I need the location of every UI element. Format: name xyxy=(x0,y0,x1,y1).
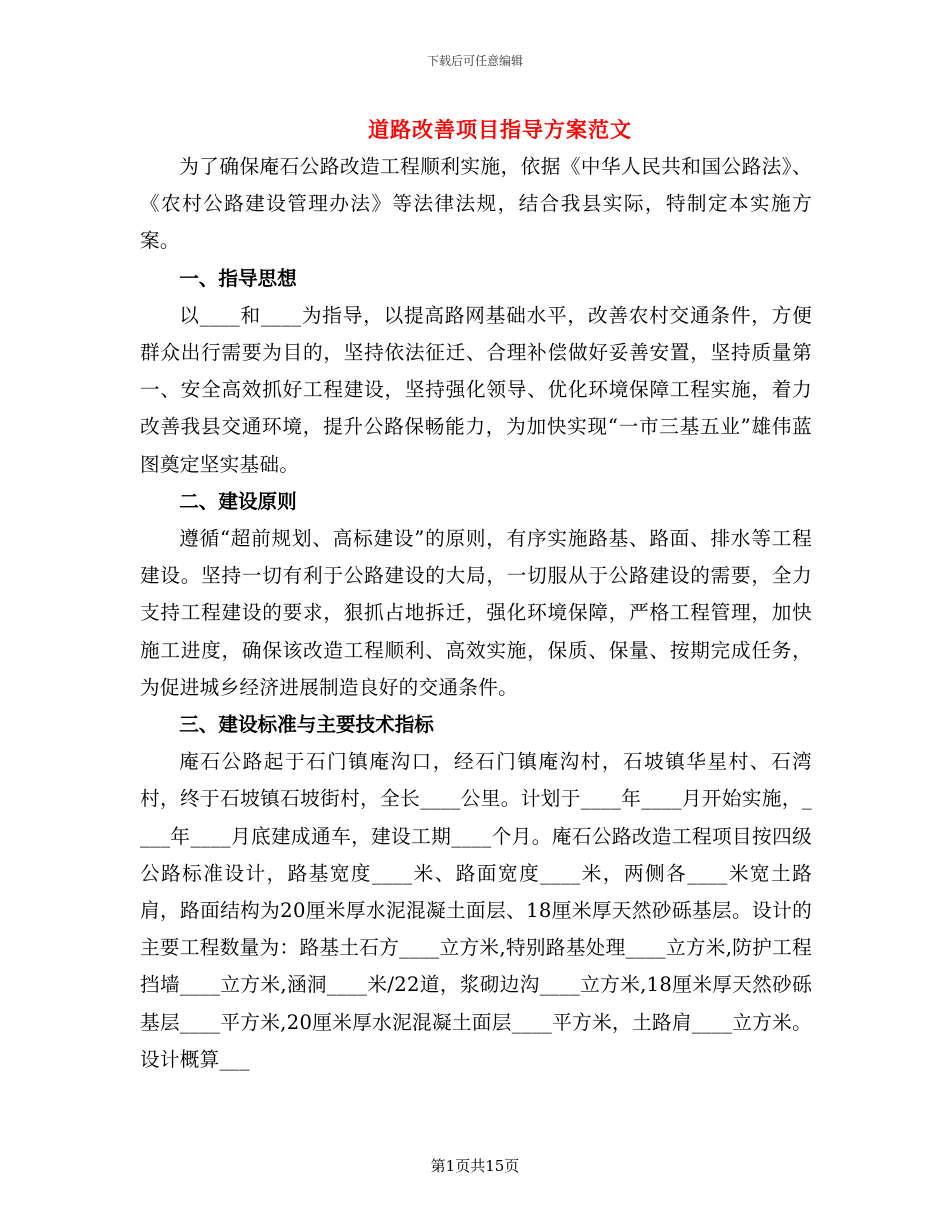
section-heading-technical-standards: 三、建设标准与主要技术指标 xyxy=(179,713,434,737)
technical-standards-paragraph: 庵石公路起于石门镇庵沟口，经石门镇庵沟村，石坡镇华星村、石湾村，终于石坡镇石坡街村，全长____公里。计划于____年____月开始实施，____年____月底建成通车，建设工期____个月。庵石公路改造工程项目按四级公路标准设计，路基宽度____米、路面宽度____米，两侧各____米宽土路肩，路面结构为20厘米厚水泥混凝土面层、18厘米厚天然砂砾基层。设计的主要工程数量为：路基土石方____立方米,特别路基处理____立方米,防护工程挡墙____立方米,涵洞____米/22道，浆砌边沟____立方米,18厘米厚天然砂砾基层____平方米,20厘米厚水泥混凝土面层____平方米，土路肩____立方米。设计概算___ xyxy=(140,750,812,1071)
document-body xyxy=(140,148,812,1078)
header-note: 下载后可任意编辑 xyxy=(426,54,523,68)
page-number-footer: 第1页共15页 xyxy=(430,1157,520,1175)
document-title: 道路改善项目指导方案范文 xyxy=(368,117,632,142)
guiding-ideology-paragraph: 以____和____为指导，以提高路网基础水平，改善农村交通条件，方便群众出行需要为目的，坚持依法征迁、合理补偿做好妥善安置，坚持质量第一、安全高效抓好工程建设，坚持强化领导、优化环境保障工程实施，着力改善我县交通环境，提升公路保畅能力，为加快实现“一市三基五业”雄伟蓝图奠定坚实基础。 xyxy=(140,303,812,476)
section-heading-construction-principles: 二、建设原则 xyxy=(179,489,297,513)
intro-paragraph: 为了确保庵石公路改造工程顺利实施，依据《中华人民共和国公路法》、《农村公路建设管理办法》等法律法规，结合我县实际，特制定本实施方案。 xyxy=(140,155,812,253)
section-heading-guiding-ideology: 一、指导思想 xyxy=(179,266,297,290)
construction-principles-paragraph: 遵循“超前规划、高标建设”的原则，有序实施路基、路面、排水等工程建设。坚持一切有利于公路建设的大局，一切服从于公路建设的需要，全力支持工程建设的要求，狠抓占地拆迁，强化环境保障，严格工程管理，加快施工进度，确保该改造工程顺利、高效实施，保质、保量、按期完成任务，为促进城乡经济进展制造良好的交通条件。 xyxy=(140,527,812,699)
